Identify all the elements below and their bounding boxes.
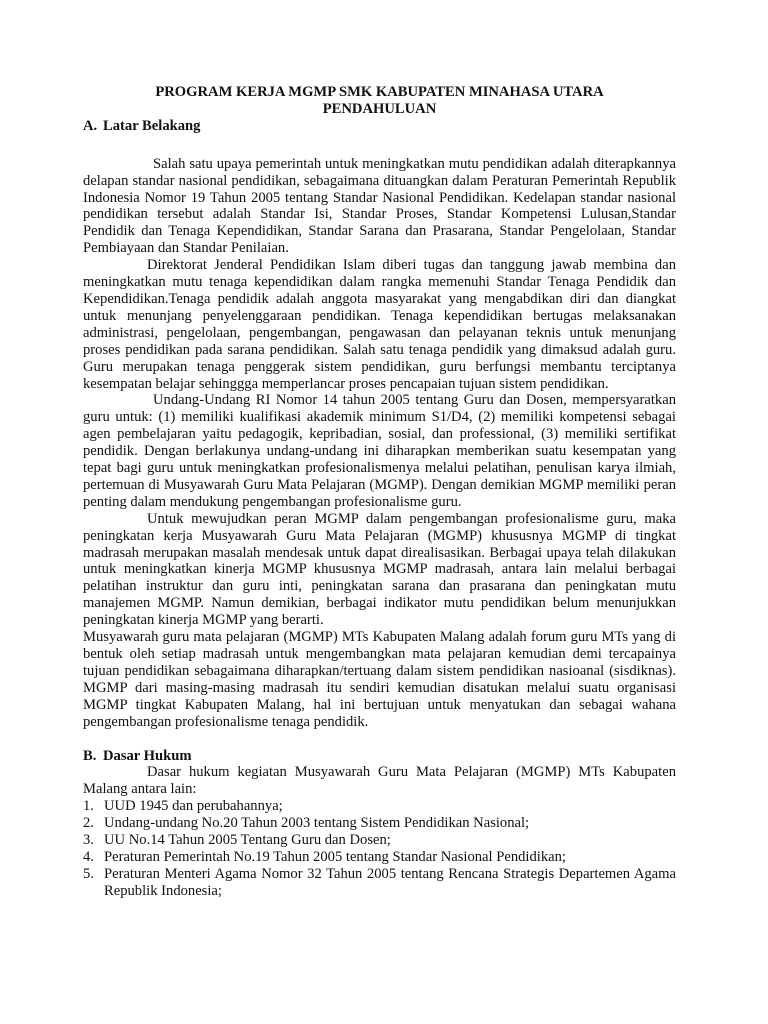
- section-b-letter: B.: [83, 747, 97, 764]
- section-b-heading: [83, 748, 676, 765]
- list-number: 3.: [83, 832, 94, 849]
- list-text: Peraturan Menteri Agama Nomor 32 Tahun 2005 tentang Rencana Strategis Departemen Agama Republik Indonesia;: [104, 865, 676, 899]
- list-item: [83, 798, 676, 815]
- list-number: 1.: [83, 798, 94, 815]
- list-item: [83, 866, 676, 900]
- section-b-intro: Dasar hukum kegiatan Musyawarah Guru Mata Pelajaran (MGMP) MTs Kabupaten Malang antara lain:: [83, 764, 676, 798]
- list-number: 4.: [83, 848, 94, 865]
- list-number: 2.: [83, 815, 94, 832]
- list-item: [83, 832, 676, 849]
- list-text: UUD 1945 dan perubahannya;: [104, 798, 283, 815]
- list-item: [83, 815, 676, 832]
- list-number: 5.: [83, 865, 94, 882]
- section-a-heading: [83, 118, 676, 135]
- section-a-title: Latar Belakang: [103, 117, 201, 134]
- document-subtitle: PENDAHULUAN: [322, 100, 437, 117]
- section-b-title: Dasar Hukum: [103, 747, 192, 764]
- paragraph-a4: Untuk mewujudkan peran MGMP dalam pengembangan profesionalisme guru, maka peningkatan kerja Musyawarah Guru Mata Pelajaran (MGMP) khususnya MGMP di tingkat madrasah merupakan masalah mendesak untuk dapat direalisasikan. Berbagai upaya telah dilakukan untuk meningkatkan kinerja MGMP khususnya MGMP madrasah, antara lain melalui berbagai pelatihan instruktur dan guru inti, peningkatan sarana dan prasarana dan peningkatan mutu manajemen MGMP. Namun demikian, berbagai indikator mutu pendidikan belum menunjukkan peningkatan kinerja MGMP yang berarti.: [83, 510, 676, 629]
- list-text: Peraturan Pemerintah No.19 Tahun 2005 tentang Standar Nasional Pendidikan;: [104, 848, 566, 865]
- list-text: Undang-undang No.20 Tahun 2003 tentang Sistem Pendidikan Nasional;: [104, 815, 530, 832]
- paragraph-a5: Musyawarah guru mata pelajaran (MGMP) MTs Kabupaten Malang adalah forum guru MTs yang di bentuk oleh setiap madrasah untuk mengembangkan mata pelajaran kemudian demi tercapainya tujuan pendidikan sebagaimana diharapkan/tertuang dalam sistem pendidikan nasioanal (sisdiknas). MGMP dari masing-masing madrasah itu sendiri kemudian disatukan melalui suatu organisasi MGMP tingkat Kabupaten Malang, hal ini bertujuan untuk menyatukan dan sebagai wahana pengembangan profesionalisme tenaga pendidik.: [83, 629, 676, 730]
- paragraph-a3: Undang-Undang RI Nomor 14 tahun 2005 tentang Guru dan Dosen, mempersyaratkan guru untuk: (1) memiliki kualifikasi akademik minimum S1/D4, (2) memiliki kompetensi sebagai agen pembelajaran yaitu pedagogik, kepribadian, sosial, dan professional, (3) memiliki sertifikat pendidik. Dengan berlakunya undang-undang ini diharapkan memberikan suatu kesempatan yang tepat bagi guru untuk meningkatkan profesionalismenya melalui pelatihan, penulisan karya ilmiah, pertemuan di Musyawarah Guru Mata Pelajaran (MGMP). Dengan demikian MGMP memiliki peran penting dalam mendukung pengembangan profesionalisme guru.: [83, 392, 676, 510]
- list-item: [83, 849, 676, 866]
- paragraph-a1: Salah satu upaya pemerintah untuk meningkatkan mutu pendidikan adalah diterapkannya delapan standar nasional pendidikan, sebagaimana dituangkan dalam Peraturan Pemerintah Republik Indonesia Nomor 19 Tahun 2005 tentang Standar Nasional Pendidikan. Kedelapan standar nasional pendidikan tersebut adalah Standar Isi, Standar Proses, Standar Kompetensi Lulusan,Standar Pendidik dan Tenaga Kependidikan, Standar Sarana dan Prasarana, Standar Pengelolaan, Standar Pembiayaan dan Standar Penilaian.: [83, 155, 676, 257]
- legal-basis-list: [83, 798, 676, 899]
- spacer: [83, 731, 676, 748]
- document-title: PROGRAM KERJA MGMP SMK KABUPATEN MINAHASA UTARA: [155, 84, 604, 100]
- paragraph-a2: Direktorat Jenderal Pendidikan Islam diberi tugas dan tanggung jawab membina dan meningkatkan mutu tenaga kependidikan dalam rangka memenuhi Standar Tenaga Pendidik dan Kependidikan.Tenaga pendidik adalah anggota masyarakat yang mengabdikan diri dan diangkat untuk menunjang penyelenggaraan pendidikan. Tenaga kependidikan bertugas melaksanakan administrasi, pengelolaan, pengembangan, pengawasan dan pelayanan teknis untuk menunjang proses pendidikan pada sarana pendidikan. Salah satu tenaga pendidik yang dimaksud adalah guru. Guru merupakan tenaga penggerak sistem pendidikan, guru berfungsi membantu terciptanya kesempatan belajar sehinggga memperlancar proses pencapaian tujuan sistem pendidikan.: [83, 257, 676, 392]
- section-a-letter: A.: [83, 117, 98, 134]
- list-text: UU No.14 Tahun 2005 Tentang Guru dan Dosen;: [104, 832, 391, 849]
- spacer: [83, 135, 676, 156]
